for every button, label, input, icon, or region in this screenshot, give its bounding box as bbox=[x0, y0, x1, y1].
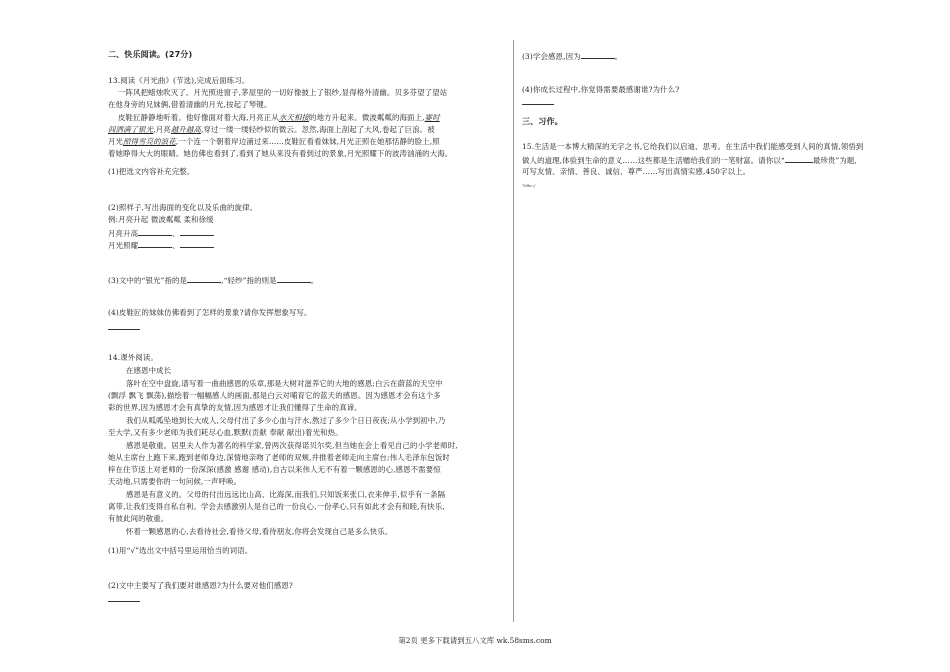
paragraph-line: 在他身旁的兄妹俩,借着清幽的月光,按起了琴键。 bbox=[108, 100, 272, 109]
paragraph-line: 着她睁得大大的眼睛。她仿佛也看到了,看到了她从来没有看到过的景象,月光照耀下的波涛汹涌的大海。 bbox=[108, 149, 453, 158]
answer-line[interactable] bbox=[108, 601, 140, 602]
right-column bbox=[522, 0, 932, 672]
article-line: 天动地,只需要你的一句问候,一声呼唤。 bbox=[108, 477, 242, 486]
answer-line[interactable] bbox=[108, 329, 140, 330]
answer-blank[interactable] bbox=[277, 275, 311, 283]
answer-blank[interactable] bbox=[138, 240, 172, 248]
question-14-title: 14.课外阅读。 bbox=[108, 353, 158, 362]
article-line: 感恩是敬重。居里夫人作为著名的科学家,曾两次获得诺贝尔奖,但当她在会上看见自己的小学老师时, bbox=[126, 441, 458, 450]
question-13-title: 13.阅读《月光曲》(节选),完成后面练习。 bbox=[108, 76, 250, 85]
article-line: 怀着一颗感恩的心,去看待社会,看待父母,看待朋友,你将会发现自己是多么快乐。 bbox=[126, 527, 393, 536]
sub-question-4: (4)你成长过程中,你觉得需要最感谢谁?为什么? bbox=[522, 85, 680, 94]
paragraph-line: 一阵风把蜡烛吹灭了。月光照进窗子,茅屋里的一切好像披上了银纱,显得格外清幽。贝多芬望了望站 bbox=[118, 88, 448, 97]
article-line: 梓在住节送上对老师的一份深深(感激 感谢 感动),自古以来伟人无不有着一颗感恩的心,感恩不需要惊 bbox=[108, 465, 441, 474]
question-15-line: 可写友情、亲情、善良、诚信、尊严……写出真情实感,450字以上。 bbox=[522, 167, 751, 176]
answer-blank[interactable] bbox=[180, 240, 214, 248]
sub-question-3: (3)文中的“银光”指的是 ,“轻纱”指的则是 。 bbox=[108, 276, 319, 285]
article-line: 感恩是有意义的。父母的付出远远比山高、比海深,而我们,只知饭来张口,衣来伸手,似乎有一条隔 bbox=[126, 490, 446, 499]
section-title: 二、快乐阅读。(27分) bbox=[108, 50, 193, 59]
answer-blank[interactable] bbox=[581, 51, 615, 59]
article-line: 落叶在空中盘旋,谱写着一曲曲感恩的乐章,那是大树对滋养它的大地的感恩;白云在蔚蓝的天空中 bbox=[126, 379, 443, 388]
title-blank[interactable] bbox=[785, 155, 813, 163]
example-line: 例:月亮升起 微波粼粼 柔和徐缓 bbox=[108, 215, 214, 224]
answer-blank[interactable] bbox=[187, 275, 221, 283]
section-title: 三、习作。 bbox=[522, 117, 563, 126]
left-column bbox=[108, 0, 508, 672]
answer-row-2: 月光照耀 、 bbox=[108, 240, 214, 250]
page-footer: 第2页 更多下载请到五八文库 wk.58sms.com bbox=[398, 636, 552, 645]
sub-question-2: (2)文中主要写了我们要对谁感恩?为什么要对他们感恩? bbox=[108, 581, 294, 590]
sub-question-2: (2)照样子,写出海面的变化以及乐曲的旋律。 bbox=[108, 203, 258, 212]
answer-line[interactable] bbox=[522, 104, 554, 105]
sub-question-3: (3)学会感恩,因为 。 bbox=[522, 52, 623, 61]
paragraph-line: 皮鞋匠静静地听着。他好像面对着大海,月亮正从水天相接的地方升起来。微波粼粼的海面上,霎时 bbox=[118, 113, 440, 122]
sub-question-1: (1)用“√”选出文中括号里运用恰当的词语。 bbox=[108, 546, 253, 555]
article-line: 彩的世界,因为感恩才会有真挚的友情,因为感恩才让我们懂得了生命的真谛。 bbox=[108, 403, 362, 412]
article-line: (飘浮 飘飞 飘荡),描绘着一幅幅感人的画面,那是白云对哺育它的蓝天的感恩。因为感恩才会有这个多 bbox=[108, 391, 441, 400]
paragraph-line: 月光照得雪亮的浪花,一个连一个朝着岸边涌过来……皮鞋匠看看妹妹,月光正照在她那恬静的脸上,照 bbox=[108, 137, 440, 146]
article-line: 离带,让我们变得自私自利。学会去感激别人是自己的一份良心,一份孝心,只有如此才会有和睦,有快乐, bbox=[108, 502, 445, 511]
paragraph-line: 间洒满了银光,月亮越升越高,穿过一缕一缕轻纱似的微云。忽然,海面上刮起了大风,卷起了巨浪。被 bbox=[108, 125, 435, 134]
sub-question-1: (1)把选文内容补充完整。 bbox=[108, 167, 195, 176]
sub-question-4: (4)皮鞋匠的妹妹仿佛看到了怎样的景象?请你发挥想象写写。 bbox=[108, 308, 312, 317]
article-line: 我们从呱呱坠地到长大成人,父母付出了多少心血与汗水,熬过了多少个日日夜夜;从小学到初中,乃 bbox=[126, 416, 446, 425]
answer-row-1: 月亮升高 、 bbox=[108, 228, 214, 238]
article-heading: 在感恩中成长 bbox=[126, 366, 172, 375]
column-divider bbox=[513, 40, 514, 622]
article-line: 至大学,又有多少老师为我们耗尽心血,默默(贡献 奉献 献出)着光和热。 bbox=[108, 428, 343, 437]
question-15-line: 做人的道理,体验到生命的意义……这些都是生活赠给我们的一笔财富。请你以“ 最珍贵”为题, bbox=[522, 156, 857, 165]
tiny-mark: 78fbc:// bbox=[522, 184, 536, 188]
question-15-line: 15.生活是一本博大精深的无字之书,它给我们以启迪、思考。在生活中我们能感受到人间的真情,领悟到 bbox=[522, 142, 864, 151]
article-line: 她从主席台上跑下来,跑到老师身边,深情地亲吻了老师的双颊,并推着老师走向主席台;伟人毛泽东包饭时 bbox=[108, 453, 450, 462]
answer-blank[interactable] bbox=[138, 228, 172, 236]
answer-blank[interactable] bbox=[180, 228, 214, 236]
article-line: 有彼此间的敬重。 bbox=[108, 514, 169, 523]
